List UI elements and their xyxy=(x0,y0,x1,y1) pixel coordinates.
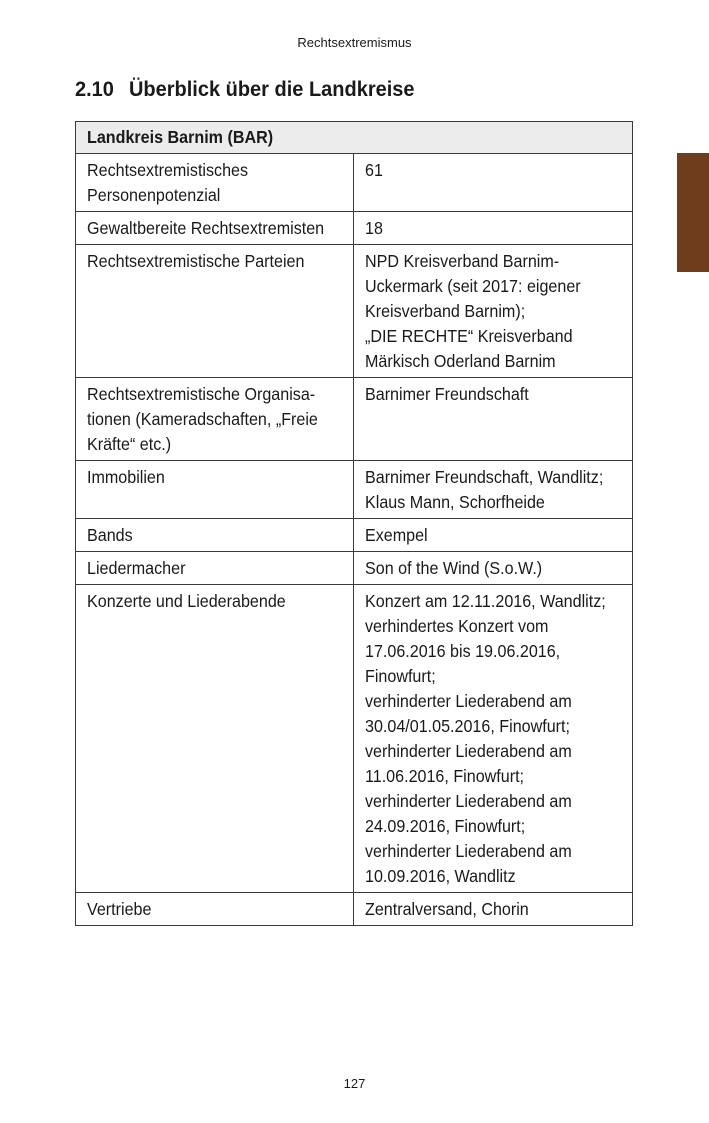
table-row xyxy=(76,154,633,212)
row-label-cell xyxy=(76,552,354,585)
row-value-cell xyxy=(354,245,633,378)
row-label-line: Rechtsextremistisches xyxy=(87,160,249,180)
table-row xyxy=(76,585,633,893)
section-heading xyxy=(75,76,415,102)
row-label-cell xyxy=(76,378,354,461)
row-value-line: 17.06.2016 bis 19.06.2016, xyxy=(365,641,561,661)
row-label-line: Vertriebe xyxy=(87,899,152,919)
row-value-line: 18 xyxy=(365,218,383,238)
page-number: 127 xyxy=(343,1076,366,1091)
row-label-line: Konzerte und Liederabende xyxy=(87,591,286,611)
row-label-line: Kräfte“ etc.) xyxy=(87,434,172,454)
row-value-line: NPD Kreisverband Barnim- xyxy=(365,251,560,271)
table-body xyxy=(76,154,633,926)
row-label-cell xyxy=(76,154,354,212)
row-value-line: 11.06.2016, Finowfurt; xyxy=(365,766,525,786)
row-label-cell xyxy=(76,461,354,519)
row-value-cell xyxy=(354,893,633,926)
row-value-cell xyxy=(354,154,633,212)
row-value-line: Märkisch Oderland Barnim xyxy=(365,351,556,371)
table-row xyxy=(76,519,633,552)
row-value-line: „DIE RECHTE“ Kreisverband xyxy=(365,326,573,346)
table-row xyxy=(76,461,633,519)
row-value-line: Zentralversand, Chorin xyxy=(365,899,529,919)
row-value-line: 24.09.2016, Finowfurt; xyxy=(365,816,526,836)
row-value-line: Finowfurt; xyxy=(365,666,436,686)
row-value-line: Klaus Mann, Schorfheide xyxy=(365,492,545,512)
district-table xyxy=(75,121,633,926)
row-value-line: verhinderter Liederabend am xyxy=(365,691,572,711)
row-value-line: verhinderter Liederabend am xyxy=(365,741,572,761)
row-label-cell xyxy=(76,519,354,552)
section-title: Überblick über die Landkreise xyxy=(128,77,415,101)
row-value-line: Exempel xyxy=(365,525,428,545)
table-row xyxy=(76,552,633,585)
row-value-line: verhindertes Konzert vom xyxy=(365,616,549,636)
chapter-tab-marker xyxy=(677,153,709,272)
row-value-line: Kreisverband Barnim); xyxy=(365,301,526,321)
table-header-text: Landkreis Barnim (BAR) xyxy=(87,127,274,147)
row-label-line: tionen (Kameradschaften, „Freie xyxy=(87,409,318,429)
row-value-line: verhinderter Liederabend am xyxy=(365,791,572,811)
row-label-cell xyxy=(76,212,354,245)
row-value-cell xyxy=(354,552,633,585)
row-label-line: Personenpotenzial xyxy=(87,185,221,205)
section-number: 2.10 xyxy=(75,77,114,101)
row-value-cell xyxy=(354,212,633,245)
table-header-row xyxy=(76,122,633,154)
row-label-line: Gewaltbereite Rechtsextremisten xyxy=(87,218,325,238)
table-row xyxy=(76,245,633,378)
row-value-line: 10.09.2016, Wandlitz xyxy=(365,866,516,886)
row-label-line: Immobilien xyxy=(87,467,165,487)
row-value-line: Son of the Wind (S.o.W.) xyxy=(365,558,543,578)
row-label-line: Rechtsextremistische Organisa- xyxy=(87,384,316,404)
running-head: Rechtsextremismus xyxy=(297,35,412,50)
table-header xyxy=(76,122,633,154)
table-row xyxy=(76,893,633,926)
row-value-line: verhinderter Liederabend am xyxy=(365,841,572,861)
row-label-cell xyxy=(76,893,354,926)
row-value-line: Uckermark (seit 2017: eigener xyxy=(365,276,581,296)
row-label-line: Rechtsextremistische Parteien xyxy=(87,251,305,271)
row-value-line: Konzert am 12.11.2016, Wandlitz; xyxy=(365,591,606,611)
row-value-cell xyxy=(354,461,633,519)
row-value-line: Barnimer Freundschaft xyxy=(365,384,529,404)
table-row xyxy=(76,212,633,245)
table-row xyxy=(76,378,633,461)
row-label-line: Liedermacher xyxy=(87,558,186,578)
row-value-cell xyxy=(354,585,633,893)
row-value-cell xyxy=(354,378,633,461)
row-value-line: Barnimer Freundschaft, Wandlitz; xyxy=(365,467,604,487)
row-label-cell xyxy=(76,245,354,378)
row-label-line: Bands xyxy=(87,525,133,545)
row-value-line: 30.04/01.05.2016, Finowfurt; xyxy=(365,716,570,736)
row-value-line: 61 xyxy=(365,160,383,180)
row-label-cell xyxy=(76,585,354,893)
row-value-cell xyxy=(354,519,633,552)
